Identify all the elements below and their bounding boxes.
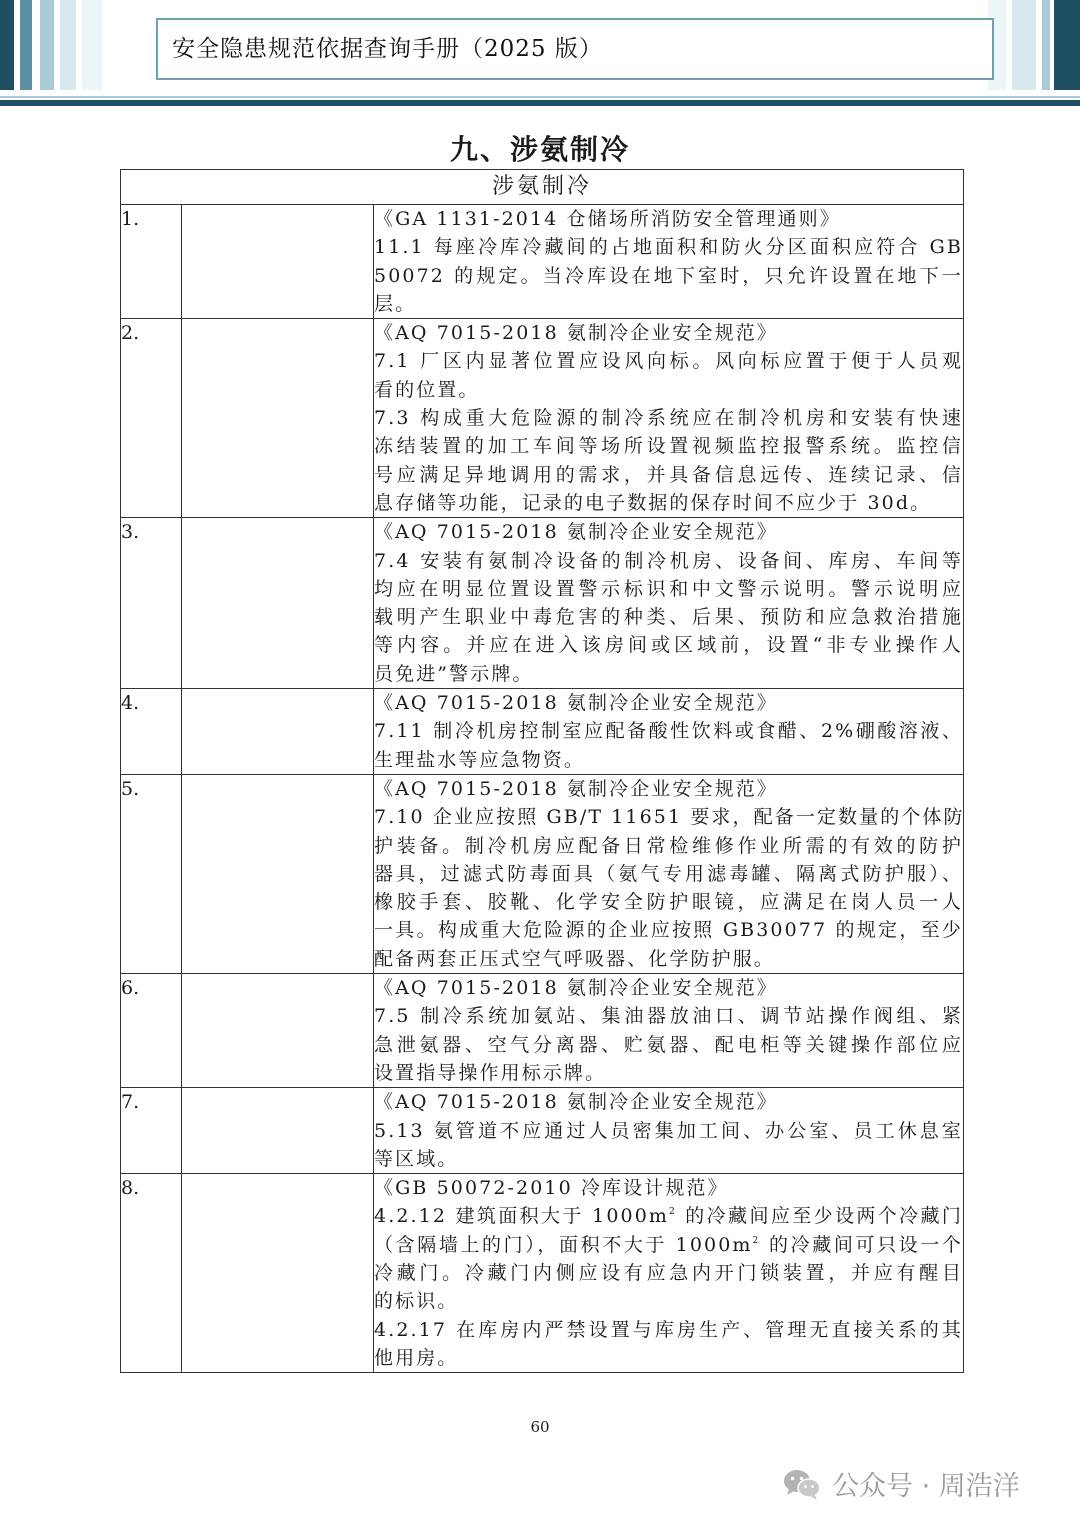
standard-title: 《AQ 7015-2018 氨制冷企业安全规范》 [374, 692, 778, 715]
blank-cell [182, 518, 374, 689]
table-row [121, 689, 964, 775]
clause-line: 7.11 制冷机房控制室应配备酸性饮料或食醋、2%硼酸溶液、 [374, 720, 963, 743]
regulation-cell [374, 974, 964, 1088]
clause-line: 护装备。制冷机房应配备日常检维修作业所需的有效的防护 [374, 834, 963, 857]
regulation-cell [374, 1088, 964, 1174]
header-stripe [20, 0, 32, 90]
regulation-table [120, 169, 964, 1373]
clause-line: 员免进”警示牌。 [374, 662, 534, 685]
clause-line: 橡胶手套、胶靴、化学安全防护眼镜，应满足在岗人员一人 [374, 891, 963, 914]
header-stripe [1012, 0, 1036, 90]
clause-line: 急泄氨器、空气分离器、贮氨器、配电柜等关键操作部位应 [374, 1033, 963, 1056]
table-row [121, 518, 964, 689]
regulation-cell [374, 518, 964, 689]
header-stripe [0, 0, 14, 90]
header-stripe [60, 0, 76, 90]
blank-cell [182, 205, 374, 319]
table-row [121, 974, 964, 1088]
clause-line: 50072 的规定。当冷库设在地下室时，只允许设置在地下一 [374, 264, 963, 287]
clause-line: 冻结装置的加工车间等场所设置视频监控报警系统。监控信 [374, 435, 963, 458]
clause-line: 等区域。 [374, 1147, 459, 1170]
clause-line: 冷藏门。冷藏门内侧应设有应急内开门锁装置，并应有醒目 [374, 1261, 963, 1284]
row-number: 7. [121, 1088, 182, 1174]
table-row [121, 205, 964, 319]
blank-cell [182, 319, 374, 518]
clause-line: 均应在明显位置设置警示标识和中文警示说明。警示说明应 [374, 577, 963, 600]
clause-line: 4.2.12 建筑面积大于 $1000m^2$ 的冷藏间应至少设两个冷藏门 [374, 1205, 963, 1228]
row-number: 5. [121, 774, 182, 973]
blank-cell [182, 1174, 374, 1373]
table-row [121, 319, 964, 518]
manual-title: 安全隐患规范依据查询手册（2025 版） [172, 36, 603, 62]
header-box [156, 18, 994, 80]
header-stripe [82, 0, 102, 90]
clause-line: 11.1 每座冷库冷藏间的占地面积和防火分区面积应符合 GB [374, 236, 963, 259]
clause-line: 7.4 安装有氨制冷设备的制冷机房、设备间、库房、车间等 [374, 549, 963, 572]
row-number: 3. [121, 518, 182, 689]
table-heading: 涉氨制冷 [121, 170, 964, 205]
clause-line: 载明产生职业中毒危害的种类、后果、预防和应急救治措施 [374, 606, 963, 629]
clause-line: 号应满足异地调用的需求，并具备信息远传、连续记录、信 [374, 463, 963, 486]
clause-line: 器具，过滤式防毒面具（氨气专用滤毒罐、隔离式防护服）、 [374, 862, 963, 885]
clause-line: 层。 [374, 292, 417, 315]
standard-title: 《AQ 7015-2018 氨制冷企业安全规范》 [374, 977, 778, 1000]
table-row [121, 1088, 964, 1174]
clause-line: 设置指导操作用标示牌。 [374, 1061, 607, 1084]
clause-line: 等内容。并应在进入该房间或区域前，设置“非专业操作人 [374, 634, 963, 657]
superscript: 2 [752, 1235, 761, 1246]
clause-line: （含隔墙上的门），面积不大于 $1000m^2$ 的冷藏间可只设一个 [374, 1233, 963, 1256]
clause-line: 5.13 氨管道不应通过人员密集加工间、办公室、员工休息室 [374, 1119, 963, 1142]
header-stripe [1042, 0, 1050, 90]
standard-title: 《AQ 7015-2018 氨制冷企业安全规范》 [374, 1091, 778, 1114]
standard-title: 《AQ 7015-2018 氨制冷企业安全规范》 [374, 777, 778, 800]
table-body [121, 205, 964, 1373]
regulation-cell [374, 774, 964, 973]
superscript: 2 [669, 1207, 677, 1218]
blank-cell [182, 774, 374, 973]
header-rule [0, 100, 1080, 106]
clause-line: 他用房。 [374, 1346, 459, 1369]
regulation-cell [374, 1174, 964, 1373]
clause-line: 7.10 企业应按照 GB/T 11651 要求，配备一定数量的个体防 [374, 806, 965, 829]
regulation-cell [374, 689, 964, 775]
regulation-cell [374, 319, 964, 518]
clause-line: 配备两套正压式空气呼吸器、化学防护服。 [374, 947, 775, 970]
clause-line: 4.2.17 在库房内严禁设置与库房生产、管理无直接关系的其 [374, 1318, 963, 1341]
clause-line: 7.3 构成重大危险源的制冷系统应在制冷机房和安装有快速 [374, 407, 963, 430]
page-number: 60 [530, 1418, 550, 1436]
clause-line: 的标识。 [374, 1290, 459, 1313]
standard-title: 《AQ 7015-2018 氨制冷企业安全规范》 [374, 322, 778, 345]
regulation-cell [374, 205, 964, 319]
section-title: 九、涉氨制冷 [449, 133, 630, 166]
clause-line: 7.5 制冷系统加氨站、集油器放油口、调节站操作阀组、紧 [374, 1005, 963, 1028]
standard-title: 《GB 50072-2010 冷库设计规范》 [374, 1177, 729, 1200]
clause-line: 一具。构成重大危险源的企业应按照 GB30077 的规定，至少 [374, 919, 963, 942]
clause-line: 7.1 厂区内显著位置应设风向标。风向标应置于便于人员观 [374, 350, 963, 373]
blank-cell [182, 974, 374, 1088]
row-number: 2. [121, 319, 182, 518]
watermark-text: 公众号 · 周浩洋 [832, 1471, 1020, 1502]
header-stripe [40, 0, 54, 90]
header-rule [0, 96, 1080, 98]
clause-line: 息存储等功能，记录的电子数据的保存时间不应少于 30d。 [374, 491, 932, 514]
row-number: 8. [121, 1174, 182, 1373]
standard-title: 《AQ 7015-2018 氨制冷企业安全规范》 [374, 521, 778, 544]
watermark [782, 1464, 1020, 1503]
standard-title: 《GA 1131-2014 仓储场所消防安全管理通则》 [374, 208, 841, 230]
wechat-icon [782, 1467, 822, 1501]
row-number: 6. [121, 974, 182, 1088]
table-row [121, 1174, 964, 1373]
row-number: 1. [121, 205, 182, 319]
blank-cell [182, 689, 374, 775]
row-number: 4. [121, 689, 182, 775]
blank-cell [182, 1088, 374, 1174]
clause-line: 生理盐水等应急物资。 [374, 748, 586, 771]
table-row [121, 774, 964, 973]
table-heading-row [121, 170, 964, 205]
header-stripe [1054, 0, 1080, 90]
clause-line: 看的位置。 [374, 378, 480, 401]
